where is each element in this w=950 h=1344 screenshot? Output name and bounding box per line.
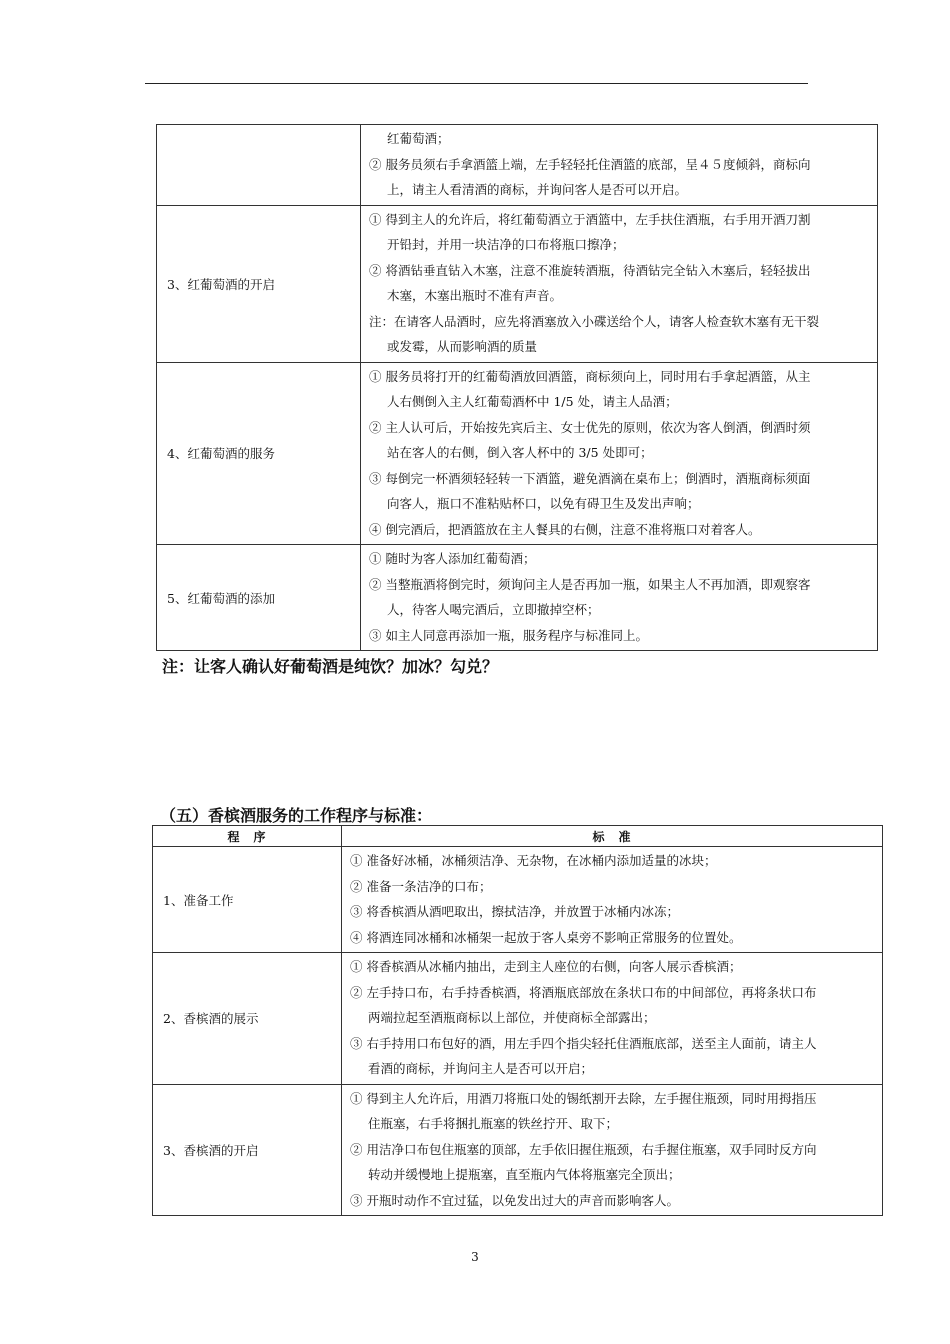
standard-line: ① 随时为客人添加红葡萄酒； bbox=[369, 551, 536, 566]
standard-cell bbox=[361, 125, 878, 206]
table-row bbox=[153, 1084, 883, 1216]
champagne-service-table bbox=[152, 825, 883, 1216]
table-row bbox=[157, 545, 878, 651]
standard-line: ② 主人认可后，开始按先宾后主、女士优先的原则，依次为客人倒酒，倒酒时须 bbox=[369, 419, 811, 435]
page-number: 3 bbox=[471, 1250, 479, 1264]
standard-line: ② 将酒钻垂直钻入木塞，注意不准旋转酒瓶，待酒钻完全钻入木塞后，轻轻拔出 bbox=[369, 262, 811, 278]
standard-line: ③ 如主人同意再添加一瓶，服务程序与标准同上。 bbox=[369, 627, 648, 643]
standard-line: ① 得到主人允许后，用酒刀将瓶口处的锡纸割开去除，左手握住瓶颈，同时用拇指压 bbox=[350, 1090, 817, 1106]
standard-line: ① 得到主人的允许后，将红葡萄酒立于酒篮中，左手扶住酒瓶，右手用开酒刀割 bbox=[369, 211, 811, 227]
red-wine-service-table bbox=[156, 124, 878, 651]
standard-line: ③ 右手持用口布包好的酒，用左手四个指尖轻托住酒瓶底部，送至主人面前，请主人 bbox=[350, 1035, 817, 1051]
procedure-cell: 3、香槟酒的开启 bbox=[153, 1084, 342, 1216]
procedure-cell: 2、香槟酒的展示 bbox=[153, 953, 342, 1085]
standard-line: ② 服务员须右手拿酒篮上端，左手轻轻托住酒篮的底部，呈４５度倾斜，商标向 bbox=[369, 156, 811, 172]
standard-cell bbox=[361, 362, 878, 545]
standard-line: ① 服务员将打开的红葡萄酒放回酒篮，商标须向上，同时用右手拿起酒篮，从主 bbox=[369, 368, 811, 384]
procedure-cell bbox=[157, 125, 361, 206]
table-row bbox=[157, 362, 878, 545]
standard-line: 住瓶塞，右手将捆扎瓶塞的铁丝拧开、取下； bbox=[368, 1116, 619, 1131]
procedure-cell: 1、准备工作 bbox=[153, 847, 342, 953]
standard-line: ② 当整瓶酒将倒完时，须询问主人是否再加一瓶，如果主人不再加酒，即观察客 bbox=[369, 576, 811, 592]
standard-line: ① 将香槟酒从冰桶内抽出，走到主人座位的右侧，向客人展示香槟酒； bbox=[350, 959, 742, 974]
standard-line: 站在客人的右侧，倒入客人杯中的 3/5 处即可； bbox=[387, 445, 653, 460]
table-row bbox=[157, 125, 878, 206]
standard-line: 人右侧倒入主人红葡萄酒杯中 1/5 处，请主人品酒； bbox=[387, 394, 678, 409]
table-header-row bbox=[153, 826, 883, 847]
standard-cell bbox=[361, 205, 878, 362]
table-row bbox=[157, 205, 878, 362]
standard-line: ② 用洁净口布包住瓶塞的顶部，左手依旧握住瓶颈，右手握住瓶塞，双手同时反方向 bbox=[350, 1141, 817, 1157]
standard-line: ① 准备好冰桶，冰桶须洁净、无杂物，在冰桶内添加适量的冰块； bbox=[350, 853, 717, 868]
standard-cell bbox=[342, 847, 883, 953]
standard-cell bbox=[342, 953, 883, 1085]
procedure-cell: 5、红葡萄酒的添加 bbox=[157, 545, 361, 651]
standard-line: 人，待客人喝完酒后，立即撤掉空杯； bbox=[387, 602, 600, 617]
procedure-cell: 3、红葡萄酒的开启 bbox=[157, 205, 361, 362]
standard-cell bbox=[361, 545, 878, 651]
standard-line: ② 准备一条洁净的口布； bbox=[350, 878, 492, 894]
section-title: （五）香槟酒服务的工作程序与标准： bbox=[160, 806, 433, 825]
standard-line: ④ 将酒连同冰桶和冰桶架一起放于客人桌旁不影响正常服务的位置处。 bbox=[350, 929, 742, 945]
standard-line: 开铅封，并用一块洁净的口布将瓶口擦净； bbox=[387, 237, 625, 252]
standard-line: 红葡萄酒； bbox=[387, 131, 450, 146]
standard-line: ③ 开瓶时动作不宜过猛，以免发出过大的声音而影响客人。 bbox=[350, 1192, 679, 1208]
standard-line: ③ 每倒完一杯酒须轻轻转一下酒篮，避免酒滴在桌布上；倒酒时，酒瓶商标须面 bbox=[369, 470, 811, 486]
standard-cell bbox=[342, 1084, 883, 1216]
standard-line: 上，请主人看清酒的商标，并询问客人是否可以开启。 bbox=[387, 182, 688, 197]
standard-line: 或发霉，从而影响酒的质量 bbox=[387, 339, 538, 354]
table-row bbox=[153, 953, 883, 1085]
standard-line: ③ 将香槟酒从酒吧取出，擦拭洁净，并放置于冰桶内冰冻； bbox=[350, 904, 679, 919]
standard-line: ② 左手持口布，右手持香槟酒，将酒瓶底部放在条状口布的中间部位，再将条状口布 bbox=[350, 984, 817, 1000]
standard-line: 两端拉起至酒瓶商标以上部位，并使商标全部露出； bbox=[368, 1010, 656, 1025]
standard-line: ④ 倒完酒后，把酒篮放在主人餐具的右侧，注意不准将瓶口对着客人。 bbox=[369, 521, 761, 537]
wine-note: 注：让客人确认好葡萄酒是纯饮？加冰？勾兑？ bbox=[162, 657, 499, 676]
standard-line: 看酒的商标，并询问主人是否可以开启； bbox=[368, 1061, 594, 1076]
standard-line: 木塞，木塞出瓶时不准有声音。 bbox=[387, 288, 563, 303]
header-rule bbox=[145, 83, 808, 84]
procedure-cell: 4、红葡萄酒的服务 bbox=[157, 362, 361, 545]
standard-line: 向客人，瓶口不准粘贴杯口，以免有碍卫生及发出声响； bbox=[387, 496, 700, 511]
header-standard: 标 准 bbox=[342, 826, 883, 847]
standard-line: 转动并缓慢地上提瓶塞，直至瓶内气体将瓶塞完全顶出； bbox=[368, 1167, 681, 1182]
table-row bbox=[153, 847, 883, 953]
standard-line: 注：在请客人品酒时，应先将酒塞放入小碟送给个人，请客人检查软木塞有无干裂 bbox=[369, 313, 820, 329]
header-procedure: 程 序 bbox=[153, 826, 342, 847]
